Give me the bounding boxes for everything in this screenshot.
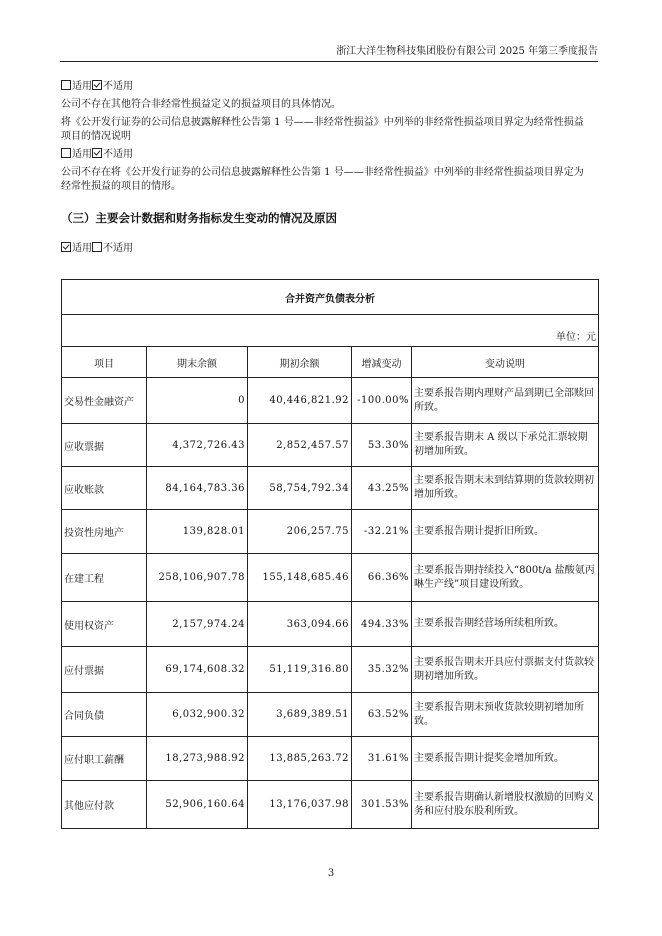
row-desc: 主要系报告期末预收货款较期初增加所致。 bbox=[412, 693, 599, 737]
row-end: 4,372,726.43 bbox=[147, 424, 248, 467]
unchecked-box-icon bbox=[61, 148, 71, 158]
row-desc: 主要系报告期末开具应付票据支付货款较期初增加所致。 bbox=[412, 647, 599, 693]
table-row bbox=[62, 424, 599, 467]
row-item: 在建工程 bbox=[62, 554, 147, 602]
row-desc: 主要系报告期计提折旧所致。 bbox=[412, 510, 599, 554]
row-begin: 40,446,821.92 bbox=[248, 378, 352, 424]
row-end: 69,174,608.32 bbox=[147, 647, 248, 693]
row-item: 应收票据 bbox=[62, 424, 147, 467]
row-desc: 主要系报告期内理财产品到期已全部赎回所致。 bbox=[412, 378, 599, 424]
unchecked-box-icon bbox=[61, 80, 71, 90]
row-item: 应收账款 bbox=[62, 467, 147, 510]
applicability-line-2: 适用 不适用 bbox=[61, 148, 133, 161]
row-change: 35.32% bbox=[352, 647, 412, 693]
row-item: 合同负债 bbox=[62, 693, 147, 737]
row-desc: 主要系报告期持续投入“800t/a 盐酸氨丙啉生产线”项目建设所致。 bbox=[412, 554, 599, 602]
row-change: 43.25% bbox=[352, 467, 412, 510]
table-row bbox=[62, 781, 599, 829]
table-title: 合并资产负债表分析 bbox=[62, 280, 599, 315]
table-row bbox=[62, 378, 599, 424]
para2-line2: 项目的情况说明 bbox=[61, 131, 131, 142]
applicability-line-1: 适用 不适用 bbox=[61, 80, 133, 93]
row-begin: 155,148,685.46 bbox=[248, 554, 352, 602]
row-change: -100.00% bbox=[352, 378, 412, 424]
row-end: 18,273,988.92 bbox=[147, 737, 248, 781]
header-change: 增减变动 bbox=[352, 347, 412, 378]
para2-text2: 经常性损益的项目的情形。 bbox=[61, 181, 181, 192]
row-begin: 206,257.75 bbox=[248, 510, 352, 554]
row-begin: 2,852,457.57 bbox=[248, 424, 352, 467]
row-begin: 13,885,263.72 bbox=[248, 737, 352, 781]
row-begin: 58,754,792.34 bbox=[248, 467, 352, 510]
balance-sheet-table bbox=[61, 279, 599, 829]
row-begin: 51,119,316.80 bbox=[248, 647, 352, 693]
report-title: 浙江大洋生物科技集团股份有限公司 2025 年第三季度报告 bbox=[336, 46, 598, 57]
page-header bbox=[60, 45, 598, 62]
row-item: 应付职工薪酬 bbox=[62, 737, 147, 781]
table-header-row bbox=[62, 347, 599, 378]
row-end: 6,032,900.32 bbox=[147, 693, 248, 737]
row-item: 使用权资产 bbox=[62, 602, 147, 647]
row-end: 2,157,974.24 bbox=[147, 602, 248, 647]
row-change: -32.21% bbox=[352, 510, 412, 554]
table-row bbox=[62, 467, 599, 510]
header-description: 变动说明 bbox=[412, 347, 599, 378]
page-number: 3 bbox=[327, 868, 335, 879]
row-item: 交易性金融资产 bbox=[62, 378, 147, 424]
row-begin: 3,689,389.51 bbox=[248, 693, 352, 737]
table-unit: 单位：元 bbox=[62, 315, 599, 347]
row-desc: 主要系报告期经营场所续租所致。 bbox=[412, 602, 599, 647]
row-begin: 363,094.66 bbox=[248, 602, 352, 647]
section-title: （三）主要会计数据和财务指标发生变动的情况及原因 bbox=[61, 211, 337, 225]
table-row bbox=[62, 693, 599, 737]
checked-box-icon bbox=[92, 148, 102, 158]
para2-line1: 将《公开发行证券的公司信息披露解释性公告第 1 号——非经常性损益》中列举的非经常性损益项目界定为经常性损益 bbox=[61, 117, 584, 128]
header-end-balance: 期末余额 bbox=[147, 347, 248, 378]
row-end: 139,828.01 bbox=[147, 510, 248, 554]
row-change: 66.36% bbox=[352, 554, 412, 602]
row-desc: 主要系报告期计提奖金增加所致。 bbox=[412, 737, 599, 781]
applicability-line-3: 适用 不适用 bbox=[61, 242, 133, 255]
row-change: 301.53% bbox=[352, 781, 412, 829]
row-item: 其他应付款 bbox=[62, 781, 147, 829]
table-row bbox=[62, 602, 599, 647]
checked-box-icon bbox=[61, 242, 71, 252]
row-end: 258,106,907.78 bbox=[147, 554, 248, 602]
row-desc: 主要系报告期末未到结算期的货款较期初增加所致。 bbox=[412, 467, 599, 510]
row-change: 53.30% bbox=[352, 424, 412, 467]
table-row bbox=[62, 510, 599, 554]
table-row bbox=[62, 737, 599, 781]
header-item: 项目 bbox=[62, 347, 147, 378]
checked-box-icon bbox=[92, 80, 102, 90]
para2-text1: 公司不存在将《公开发行证券的公司信息披露解释性公告第 1 号——非经常性损益》中列举的非经常性损益项目界定为 bbox=[61, 167, 584, 178]
para1-text: 公司不存在其他符合非经常性损益定义的损益项目的具体情况。 bbox=[61, 99, 341, 110]
row-begin: 13,176,037.98 bbox=[248, 781, 352, 829]
row-change: 31.61% bbox=[352, 737, 412, 781]
row-item: 投资性房地产 bbox=[62, 510, 147, 554]
unchecked-box-icon bbox=[92, 242, 102, 252]
row-end: 52,906,160.64 bbox=[147, 781, 248, 829]
header-begin-balance: 期初余额 bbox=[248, 347, 352, 378]
row-end: 0 bbox=[147, 378, 248, 424]
table-row bbox=[62, 647, 599, 693]
row-desc: 主要系报告期末 A 级以下承兑汇票较期初增加所致。 bbox=[412, 424, 599, 467]
row-end: 84,164,783.36 bbox=[147, 467, 248, 510]
table-row bbox=[62, 554, 599, 602]
row-change: 63.52% bbox=[352, 693, 412, 737]
row-desc: 主要系报告期确认新增股权激励的回购义务和应付股东股利所致。 bbox=[412, 781, 599, 829]
row-item: 应付票据 bbox=[62, 647, 147, 693]
row-change: 494.33% bbox=[352, 602, 412, 647]
